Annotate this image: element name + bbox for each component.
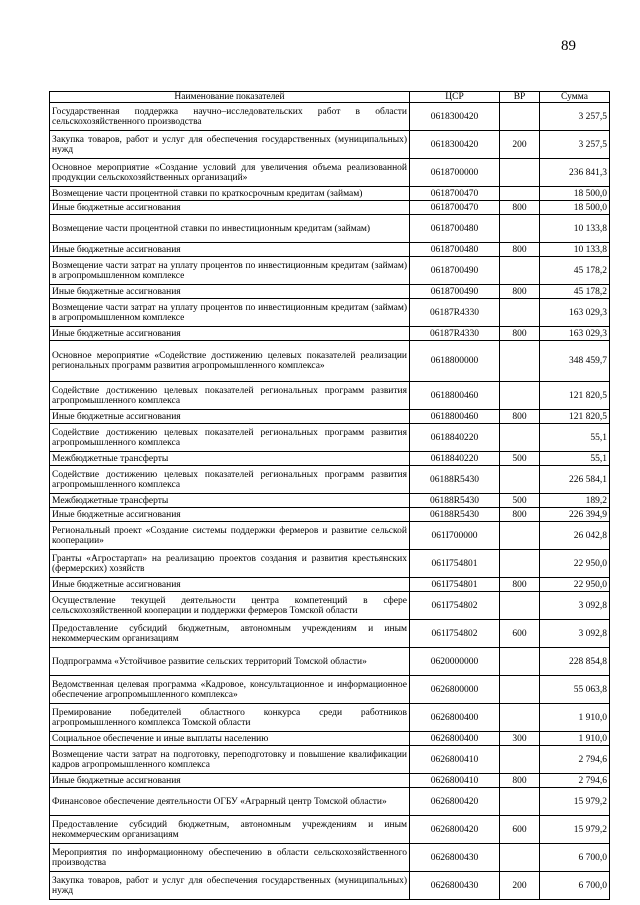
table-row	[50, 103, 610, 131]
row-vr-cell	[500, 103, 540, 131]
row-csr-cell: 0618840220	[410, 452, 500, 466]
row-csr-cell: 0618840220	[410, 424, 500, 452]
row-csr-cell: 0618700000	[410, 159, 500, 187]
row-vr-cell: 800	[500, 410, 540, 424]
row-name-cell: Государственная поддержка научно–исследовательских работ в области сельскохозяйственного производства	[50, 103, 410, 131]
table-row	[50, 257, 610, 285]
row-csr-cell: 0626800400	[410, 704, 500, 732]
row-sum-cell: 163 029,3	[540, 327, 610, 341]
row-vr-cell	[500, 187, 540, 201]
row-sum-cell: 2 794,6	[540, 774, 610, 788]
table-row	[50, 550, 610, 578]
row-sum-cell: 1 910,0	[540, 732, 610, 746]
row-sum-cell: 228 854,8	[540, 648, 610, 676]
row-name-cell: Содействие достижению целевых показателей региональных программ развития агропромышленного комплекса	[50, 424, 410, 452]
table-row	[50, 466, 610, 494]
row-name-cell: Иные бюджетные ассигнования	[50, 327, 410, 341]
table-row	[50, 676, 610, 704]
row-sum-cell: 22 950,0	[540, 578, 610, 592]
row-sum-cell: 18 500,0	[540, 201, 610, 215]
budget-table	[49, 91, 610, 900]
row-sum-cell: 45 178,2	[540, 285, 610, 299]
table-row	[50, 774, 610, 788]
row-vr-cell: 800	[500, 578, 540, 592]
row-sum-cell: 10 133,8	[540, 243, 610, 257]
row-name-cell: Региональный проект «Создание системы поддержки фермеров и развитие сельской кооперации»	[50, 522, 410, 550]
row-vr-cell: 800	[500, 285, 540, 299]
page-number: 89	[561, 38, 576, 54]
row-vr-cell	[500, 159, 540, 187]
table-row	[50, 243, 610, 257]
row-name-cell: Финансовое обеспечение деятельности ОГБУ «Аграрный центр Томской области»	[50, 788, 410, 816]
row-sum-cell: 163 029,3	[540, 299, 610, 327]
row-vr-cell	[500, 424, 540, 452]
table-row	[50, 131, 610, 159]
row-csr-cell: 06188R5430	[410, 508, 500, 522]
row-name-cell: Закупка товаров, работ и услуг для обеспечения государственных (муниципальных) нужд	[50, 872, 410, 900]
table-row	[50, 746, 610, 774]
row-vr-cell: 600	[500, 816, 540, 844]
table-row	[50, 187, 610, 201]
row-name-cell: Иные бюджетные ассигнования	[50, 508, 410, 522]
row-sum-cell: 3 257,5	[540, 131, 610, 159]
row-name-cell: Возмещение части затрат на уплату процентов по инвестиционным кредитам (займам) в агропромышленном комплексе	[50, 299, 410, 327]
row-csr-cell: 06187R4330	[410, 299, 500, 327]
row-csr-cell: 0626800410	[410, 746, 500, 774]
table-row	[50, 382, 610, 410]
table-body	[50, 103, 610, 900]
row-name-cell: Возмещение части затрат на уплату процентов по инвестиционным кредитам (займам) в агропромышленном комплексе	[50, 257, 410, 285]
row-csr-cell: 0620000000	[410, 648, 500, 676]
row-vr-cell: 800	[500, 774, 540, 788]
row-csr-cell: 0618700470	[410, 201, 500, 215]
table-row	[50, 494, 610, 508]
table-row	[50, 704, 610, 732]
row-sum-cell: 226 584,1	[540, 466, 610, 494]
row-vr-cell: 200	[500, 872, 540, 900]
row-vr-cell	[500, 215, 540, 243]
row-vr-cell	[500, 592, 540, 620]
row-csr-cell: 0626800420	[410, 788, 500, 816]
table-row	[50, 215, 610, 243]
table-row	[50, 872, 610, 900]
table-row	[50, 299, 610, 327]
table-row	[50, 410, 610, 424]
row-csr-cell: 0618800460	[410, 410, 500, 424]
table-row	[50, 844, 610, 872]
row-csr-cell: 0626800430	[410, 872, 500, 900]
row-name-cell: Иные бюджетные ассигнования	[50, 578, 410, 592]
table-row	[50, 341, 610, 382]
row-sum-cell: 236 841,3	[540, 159, 610, 187]
row-csr-cell: 061I754801	[410, 550, 500, 578]
row-name-cell: Гранты «Агростартап» на реализацию проектов создания и развития крестьянских (фермерских) хозяйств	[50, 550, 410, 578]
row-name-cell: Подпрограмма «Устойчивое развитие сельских территорий Томской области»	[50, 648, 410, 676]
row-sum-cell: 15 979,2	[540, 788, 610, 816]
row-name-cell: Иные бюджетные ассигнования	[50, 774, 410, 788]
row-vr-cell: 200	[500, 131, 540, 159]
row-name-cell: Возмещение части затрат на подготовку, переподготовку и повышение квалификации кадров агропромышленного комплекса	[50, 746, 410, 774]
row-vr-cell	[500, 466, 540, 494]
row-name-cell: Содействие достижению целевых показателей региональных программ развития агропромышленного комплекса	[50, 382, 410, 410]
row-csr-cell: 0618700490	[410, 285, 500, 299]
row-vr-cell: 300	[500, 732, 540, 746]
row-name-cell: Возмещение части процентной ставки по инвестиционным кредитам (займам)	[50, 215, 410, 243]
row-sum-cell: 121 820,5	[540, 410, 610, 424]
row-csr-cell: 0626800000	[410, 676, 500, 704]
table-row	[50, 424, 610, 452]
row-csr-cell: 0626800420	[410, 816, 500, 844]
row-csr-cell: 0618300420	[410, 131, 500, 159]
row-sum-cell: 6 700,0	[540, 872, 610, 900]
header-name: Наименование показателей	[50, 92, 410, 103]
row-vr-cell: 800	[500, 201, 540, 215]
row-vr-cell: 800	[500, 243, 540, 257]
row-name-cell: Содействие достижению целевых показателей региональных программ развития агропромышленного комплекса	[50, 466, 410, 494]
table-row	[50, 592, 610, 620]
row-sum-cell: 348 459,7	[540, 341, 610, 382]
row-vr-cell	[500, 788, 540, 816]
row-csr-cell: 06188R5430	[410, 466, 500, 494]
row-sum-cell: 1 910,0	[540, 704, 610, 732]
row-sum-cell: 226 394,9	[540, 508, 610, 522]
row-vr-cell: 500	[500, 452, 540, 466]
row-csr-cell: 0618300420	[410, 103, 500, 131]
row-name-cell: Иные бюджетные ассигнования	[50, 285, 410, 299]
row-vr-cell	[500, 550, 540, 578]
header-csr: ЦСР	[410, 92, 500, 103]
row-csr-cell: 06187R4330	[410, 327, 500, 341]
row-csr-cell: 0618700470	[410, 187, 500, 201]
row-name-cell: Иные бюджетные ассигнования	[50, 201, 410, 215]
table-row	[50, 648, 610, 676]
row-csr-cell: 061I700000	[410, 522, 500, 550]
row-name-cell: Основное мероприятие «Создание условий для увеличения объема реализованной продукции сельскохозяйственных организаций»	[50, 159, 410, 187]
row-vr-cell	[500, 746, 540, 774]
table-row	[50, 159, 610, 187]
header-sum: Сумма	[540, 92, 610, 103]
row-vr-cell	[500, 844, 540, 872]
row-vr-cell	[500, 299, 540, 327]
row-name-cell: Иные бюджетные ассигнования	[50, 410, 410, 424]
table-row	[50, 578, 610, 592]
row-sum-cell: 10 133,8	[540, 215, 610, 243]
row-vr-cell	[500, 522, 540, 550]
row-sum-cell: 55 063,8	[540, 676, 610, 704]
table-row	[50, 327, 610, 341]
table-row	[50, 620, 610, 648]
header-vr: ВР	[500, 92, 540, 103]
row-csr-cell: 061I754802	[410, 620, 500, 648]
row-csr-cell: 0618700480	[410, 215, 500, 243]
row-name-cell: Предоставление субсидий бюджетным, автономным учреждениям и иным некоммерческим организациям	[50, 816, 410, 844]
row-csr-cell: 0618800000	[410, 341, 500, 382]
row-name-cell: Основное мероприятие «Содействие достижению целевых показателей реализации региональных программ развития агропромышленного комплекса»	[50, 341, 410, 382]
row-vr-cell	[500, 257, 540, 285]
row-sum-cell: 26 042,8	[540, 522, 610, 550]
row-csr-cell: 0618800460	[410, 382, 500, 410]
row-name-cell: Иные бюджетные ассигнования	[50, 243, 410, 257]
row-vr-cell: 600	[500, 620, 540, 648]
table-row	[50, 788, 610, 816]
row-name-cell: Возмещение части процентной ставки по краткосрочным кредитам (займам)	[50, 187, 410, 201]
row-sum-cell: 3 092,8	[540, 592, 610, 620]
row-name-cell: Предоставление субсидий бюджетным, автономным учреждениям и иным некоммерческим организациям	[50, 620, 410, 648]
row-sum-cell: 22 950,0	[540, 550, 610, 578]
row-sum-cell: 3 092,8	[540, 620, 610, 648]
row-csr-cell: 0626800400	[410, 732, 500, 746]
table-row	[50, 201, 610, 215]
row-vr-cell: 800	[500, 327, 540, 341]
row-sum-cell: 121 820,5	[540, 382, 610, 410]
row-name-cell: Межбюджетные трансферты	[50, 452, 410, 466]
table-row	[50, 452, 610, 466]
row-sum-cell: 189,2	[540, 494, 610, 508]
table-header-row	[50, 92, 610, 103]
row-vr-cell	[500, 648, 540, 676]
table-row	[50, 285, 610, 299]
row-csr-cell: 061I754802	[410, 592, 500, 620]
row-name-cell: Закупка товаров, работ и услуг для обеспечения государственных (муниципальных) нужд	[50, 131, 410, 159]
row-name-cell: Ведомственная целевая программа «Кадровое, консультационное и информационное обеспечение агропромышленного комплекса»	[50, 676, 410, 704]
row-sum-cell: 2 794,6	[540, 746, 610, 774]
row-vr-cell	[500, 676, 540, 704]
row-sum-cell: 55,1	[540, 452, 610, 466]
row-vr-cell: 500	[500, 494, 540, 508]
row-csr-cell: 0618700490	[410, 257, 500, 285]
row-csr-cell: 06188R5430	[410, 494, 500, 508]
row-name-cell: Осуществление текущей деятельности центра компетенций в сфере сельскохозяйственной кооперации и поддержки фермеров Томской области	[50, 592, 410, 620]
row-sum-cell: 15 979,2	[540, 816, 610, 844]
row-csr-cell: 061I754801	[410, 578, 500, 592]
row-sum-cell: 6 700,0	[540, 844, 610, 872]
row-csr-cell: 0618700480	[410, 243, 500, 257]
table-row	[50, 508, 610, 522]
table-row	[50, 816, 610, 844]
row-vr-cell	[500, 382, 540, 410]
table-row	[50, 522, 610, 550]
row-csr-cell: 0626800430	[410, 844, 500, 872]
row-name-cell: Премирование победителей областного конкурса среди работников агропромышленного комплекса Томской области	[50, 704, 410, 732]
row-name-cell: Социальное обеспечение и иные выплаты населению	[50, 732, 410, 746]
row-csr-cell: 0626800410	[410, 774, 500, 788]
row-sum-cell: 3 257,5	[540, 103, 610, 131]
row-name-cell: Межбюджетные трансферты	[50, 494, 410, 508]
row-sum-cell: 45 178,2	[540, 257, 610, 285]
row-name-cell: Мероприятия по информационному обеспечению в области сельскохозяйственного производства	[50, 844, 410, 872]
row-vr-cell	[500, 341, 540, 382]
row-vr-cell	[500, 704, 540, 732]
row-sum-cell: 18 500,0	[540, 187, 610, 201]
row-sum-cell: 55,1	[540, 424, 610, 452]
table-row	[50, 732, 610, 746]
row-vr-cell: 800	[500, 508, 540, 522]
